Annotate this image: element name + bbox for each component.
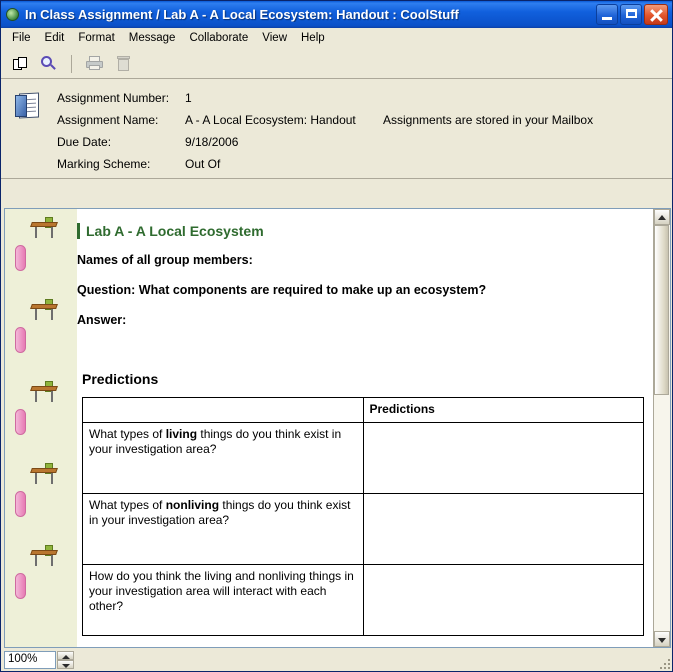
assignment-icon	[15, 91, 45, 121]
scrollbar-thumb[interactable]	[654, 225, 669, 395]
menu-edit[interactable]: Edit	[44, 31, 65, 44]
menu-help[interactable]: Help	[301, 31, 325, 44]
marking-scheme-value: Out Of	[185, 157, 221, 171]
assignment-name-value: A - A Local Ecosystem: Handout	[185, 113, 356, 127]
question-cell: What types of nonliving things do you think exist in your investigation area?	[83, 494, 364, 565]
window-title: In Class Assignment / Lab A - A Local Ecosystem: Handout : CoolStuff	[25, 7, 459, 22]
marking-scheme-label: Marking Scheme:	[57, 157, 151, 171]
predictions-title: Predictions	[82, 371, 159, 387]
answer-line: Answer:	[77, 313, 127, 327]
pill-icon	[15, 327, 26, 353]
maximize-button[interactable]	[620, 4, 642, 25]
zoom-stepper[interactable]	[57, 651, 74, 669]
scroll-down-button[interactable]	[654, 631, 670, 647]
answer-cell[interactable]	[363, 565, 644, 636]
pill-icon	[15, 573, 26, 599]
window-controls	[596, 4, 668, 25]
assignment-fields	[57, 87, 672, 175]
desk-icon	[31, 217, 61, 243]
due-date-label: Due Date:	[57, 135, 112, 149]
scroll-up-button[interactable]	[654, 209, 670, 225]
answer-cell[interactable]	[363, 423, 644, 494]
vertical-scrollbar[interactable]	[653, 209, 670, 647]
table-header-predictions: Predictions	[363, 398, 644, 423]
menu-file[interactable]: File	[12, 31, 31, 44]
menu-bar	[1, 28, 672, 49]
desk-icon	[31, 299, 61, 325]
title-bar	[1, 1, 672, 28]
dual-page-icon[interactable]	[9, 53, 31, 75]
table-row	[83, 423, 644, 494]
predictions-table	[82, 397, 644, 636]
minimize-button[interactable]	[596, 4, 618, 25]
resize-grip[interactable]	[656, 655, 670, 669]
due-date-row	[57, 131, 672, 153]
assignment-name-row	[57, 109, 672, 131]
group-members-line: Names of all group members:	[77, 253, 253, 267]
toolbar-separator	[71, 55, 72, 73]
due-date-value: 9/18/2006	[185, 135, 239, 149]
answer-cell[interactable]	[363, 494, 644, 565]
question-cell: What types of living things do you think exist in your investigation area?	[83, 423, 364, 494]
assignment-info-panel	[1, 79, 672, 179]
status-bar	[1, 649, 672, 671]
close-button[interactable]	[644, 4, 668, 25]
zoom-input[interactable]: 100%	[4, 651, 56, 669]
pill-icon	[15, 245, 26, 271]
desk-icon	[31, 463, 61, 489]
document-heading: Lab A - A Local Ecosystem	[77, 223, 636, 239]
page-decoration-strip	[5, 209, 77, 647]
zoom-increase-button[interactable]	[57, 651, 74, 660]
menu-format[interactable]: Format	[78, 31, 115, 44]
menu-collaborate[interactable]: Collaborate	[189, 31, 249, 44]
table-row	[83, 565, 644, 636]
desk-icon	[31, 381, 61, 407]
assignment-name-label: Assignment Name:	[57, 113, 159, 127]
mailbox-note: Assignments are stored in your Mailbox	[383, 113, 594, 127]
marking-scheme-row	[57, 153, 672, 175]
document-scroll-region	[5, 209, 654, 647]
document-viewer	[4, 208, 671, 648]
menu-view[interactable]: View	[262, 31, 287, 44]
question-line: Question: What components are required to make up an ecosystem?	[77, 283, 487, 297]
question-cell: How do you think the living and nonliving things in your investigation area will interact with each other?	[83, 565, 364, 636]
print-icon[interactable]	[83, 53, 105, 75]
pill-icon	[15, 409, 26, 435]
assignment-number-label: Assignment Number:	[57, 91, 170, 105]
document-page	[77, 209, 654, 647]
assignment-number-row	[57, 87, 672, 109]
globe-icon	[5, 7, 21, 23]
table-header-row	[83, 398, 644, 423]
zoom-decrease-button[interactable]	[57, 660, 74, 669]
desk-icon	[31, 545, 61, 571]
delete-icon[interactable]	[112, 53, 134, 75]
table-row	[83, 494, 644, 565]
menu-message[interactable]: Message	[128, 31, 176, 44]
assignment-number-value: 1	[185, 91, 192, 105]
pill-icon	[15, 491, 26, 517]
toolbar	[1, 49, 672, 79]
zoom-icon[interactable]	[38, 53, 60, 75]
table-header-blank	[83, 398, 364, 423]
